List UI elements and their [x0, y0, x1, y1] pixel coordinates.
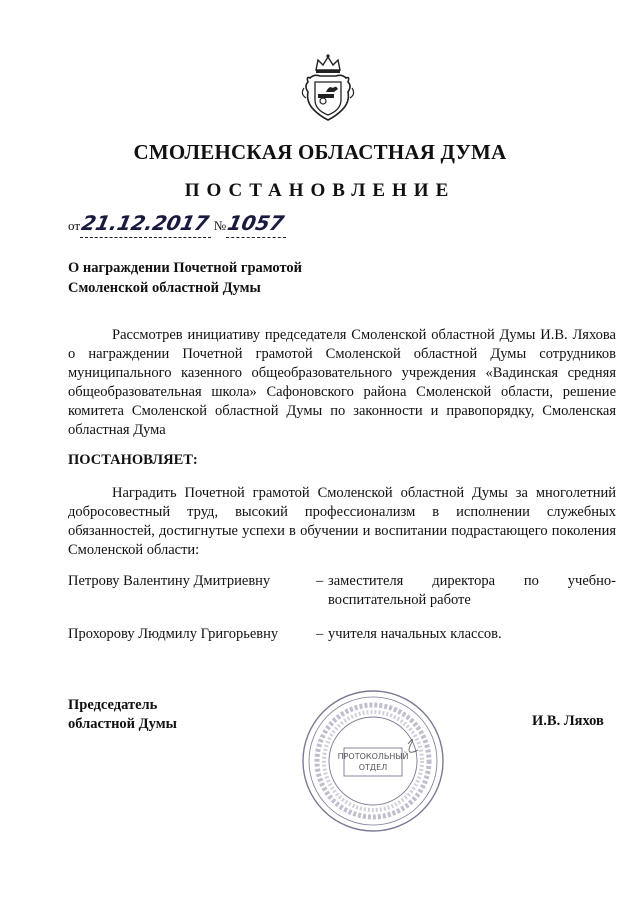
awardee-row [68, 625, 616, 645]
awardee-name: Прохорову Людмилу Григорьевну [68, 626, 279, 642]
signatory-title-line-1: Председатель [68, 697, 158, 713]
preamble-paragraph: Рассмотрев инициативу председателя Смоленской областной Думы И.В. Ляхова о награждении Почетной грамотой Смоленской областной Думы сотрудников муниципального казенного общеобразовательного учреждения «Вадинская средняя общеобразовательная школа» Сафоновского района Смоленской области, решение комитета Смоленской областной Думы по законности и правопорядку, Смоленская областная Дума [68, 327, 616, 438]
date-prefix: от [68, 218, 81, 233]
awardee-role: заместителя директора по учебно-воспитательной работе [328, 573, 616, 608]
awardee-name: Петрову Валентину Дмитриевну [68, 573, 271, 589]
number-prefix: № [213, 218, 227, 233]
organization-title: СМОЛЕНСКАЯ ОБЛАСТНАЯ ДУМА [133, 140, 507, 164]
stamp-center-line-2: ОТДЕЛ [358, 763, 388, 772]
date-field [80, 212, 211, 238]
number-field [226, 212, 286, 238]
document-type-title: ПОСТАНОВЛЕНИЕ [184, 180, 456, 201]
document-subject [68, 258, 398, 298]
subject-line-2: Смоленской областной Думы [68, 280, 261, 296]
subject-line-1: О награждении Почетной грамотой [68, 260, 303, 276]
decree-heading: ПОСТАНОВЛЯЕТ: [68, 452, 198, 468]
awardee-dash: – [316, 626, 324, 642]
date-handwritten: 21.12.2017 [79, 211, 212, 235]
signatory-title-line-2: областной Думы [68, 716, 177, 732]
stamp-center-line-1: ПРОТОКОЛЬНЫЙ [337, 752, 409, 761]
decision-paragraph: Наградить Почетной грамотой Смоленской областной Думы за многолетний добросовестный труд, высокий профессионализм в исполнении служебных обязанностей, достигнутые успехи в обучении и воспитании подрастающего поколения Смоленской области: [68, 485, 616, 558]
signatory-name: И.В. Ляхов [532, 713, 604, 729]
official-stamp [298, 686, 448, 836]
awardee-row [68, 572, 616, 612]
coat-of-arms-emblem [296, 52, 360, 124]
awardee-dash: – [316, 573, 324, 589]
signatory-title [68, 696, 177, 734]
number-handwritten: 1057 [225, 211, 287, 235]
awardee-role: учителя начальных классов. [328, 626, 502, 642]
date-number-line [68, 212, 286, 242]
